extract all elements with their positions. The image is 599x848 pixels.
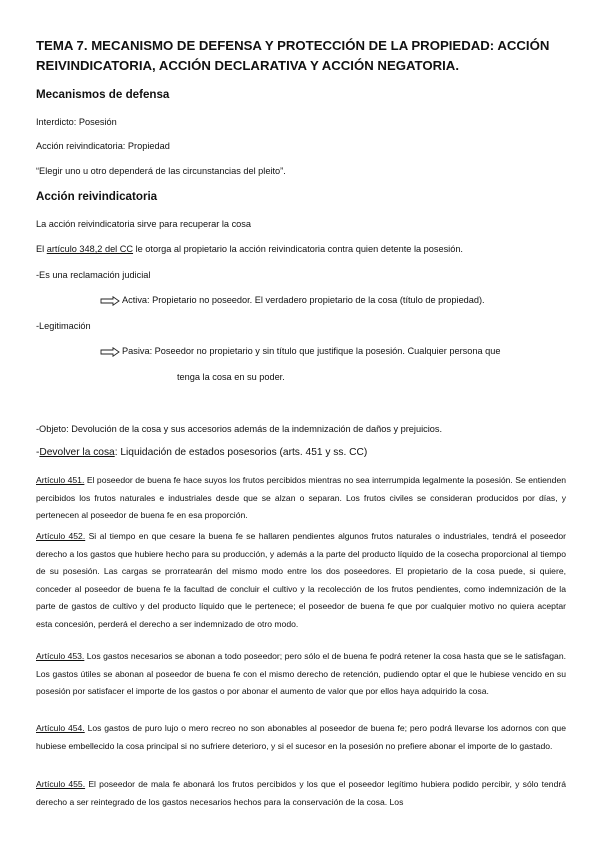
text-devolver-prefix: - xyxy=(36,447,40,458)
heading-mecanismos: Mecanismos de defensa xyxy=(36,88,170,101)
text-legitimacion: -Legitimación xyxy=(36,321,91,331)
text-interdicto: Interdicto: Posesión xyxy=(36,117,117,127)
link-articulo-453[interactable]: Artículo 453. xyxy=(36,651,85,661)
row-pasiva xyxy=(100,346,500,357)
text-rest: le otorga al propietario la acción reivindicatoria contra quien detente la posesión. xyxy=(133,244,463,254)
heading-accion-reivindicatoria: Acción reivindicatoria xyxy=(36,190,158,203)
right-arrow-icon xyxy=(100,347,120,357)
text-accion-reivindicatoria-propiedad: Acción reivindicatoria: Propiedad xyxy=(36,141,170,151)
text-devolver xyxy=(36,447,367,458)
link-articulo-348[interactable]: artículo 348,2 del CC xyxy=(46,244,134,254)
paragraph-text: El poseedor de mala fe abonará los frutos percibidos y los que el poseedor legítimo hubiera podido percibir, y sólo tendrá derecho a ser reintegrado de los gastos necesarios hechos para la conservación de la cosa. Los xyxy=(36,779,567,807)
text-articulo-348 xyxy=(36,244,463,254)
text-prefix: El xyxy=(36,244,47,254)
link-articulo-452[interactable]: Artículo 452. xyxy=(36,531,86,541)
paragraph-text: Si al tiempo en que cesare la buena fe se hallaren pendientes algunos frutos naturales o industriales, tendrá el poseedor derecho a los gastos que hubiere hecho para su producción, y además a la parte del producto líquido de la cosecha proporcional al tiempo de su posesión. Las cargas se prorratearán del mismo modo entre los dos poseedores. El propietario de la cosa puede, si quiere, conceder al poseedor de buena fe la facultad de concluir el cultivo y la recolección de los frutos pendientes, como indemnización de la parte de gastos de cultivo y del producto líquido que le pertenece; el poseedor de buena fe que por cualquier motivo no quiera aceptar esta concesión, perderá el derecho a ser indemnizado de otro modo. xyxy=(36,531,567,629)
text-sirve: La acción reivindicatoria sirve para recuperar la cosa xyxy=(36,219,251,229)
link-devolver-la-cosa[interactable]: Devolver la cosa xyxy=(39,447,115,458)
paragraph-text: El poseedor de buena fe hace suyos los frutos percibidos mientras no sea interrumpida legalmente la posesión. Se entienden percibidos los frutos naturales e industriales desde que se alzan o separan. Los frutos civiles se consideran producidos por días, y pertenecen al poseedor de buena fe en esa proporción. xyxy=(36,475,567,521)
paragraph-articulo-455 xyxy=(36,776,566,811)
paragraph-articulo-451 xyxy=(36,472,566,525)
text-elegir: “Elegir uno u otro dependerá de las circunstancias del pleito”. xyxy=(36,166,286,176)
text-devolver-rest: : Liquidación de estados posesorios (arts. 451 y ss. CC) xyxy=(114,447,368,458)
paragraph-articulo-452 xyxy=(36,528,566,634)
link-articulo-455[interactable]: Artículo 455. xyxy=(36,779,86,789)
paragraph-text: Los gastos necesarios se abonan a todo poseedor; pero sólo el de buena fe podrá retener la cosa hasta que se le satisfagan. Los gastos útiles se abonan al poseedor de buena fe con el mismo derecho de retención, pudiendo optar el que le hubiese vencido en su posesión por satisfacer el importe de los gastos o por abonar el aumento de valor que por ellos haya adquirido la cosa. xyxy=(36,651,567,697)
paragraph-text: Los gastos de puro lujo o mero recreo no son abonables al poseedor de buena fe; pero podrá llevarse los adornos con que hubiese embellecido la cosa principal si no sufriere deterioro, y si el sucesor en la posesión no prefiere abonar el importe de lo gastado. xyxy=(36,723,566,751)
text-objeto: -Objeto: Devolución de la cosa y sus accesorios además de la indemnización de daños y prejuicios. xyxy=(36,424,442,434)
paragraph-articulo-453 xyxy=(36,648,566,701)
text-activa: Activa: Propietario no poseedor. El verdadero propietario de la cosa (título de propiedad). xyxy=(122,295,485,305)
text-reclamacion: -Es una reclamación judicial xyxy=(36,270,151,280)
link-articulo-454[interactable]: Artículo 454. xyxy=(36,723,85,733)
paragraph-articulo-454 xyxy=(36,720,566,755)
row-activa xyxy=(100,295,485,306)
document-title: TEMA 7. MECANISMO DE DEFENSA Y PROTECCIÓN DE LA PROPIEDAD: ACCIÓN REIVINDICATORIA, ACCIÓN DECLARATIVA Y ACCIÓN NEGATORIA. xyxy=(36,38,550,73)
text-pasiva: Pasiva: Poseedor no propietario y sin título que justifique la posesión. Cualquier persona que xyxy=(122,346,501,356)
link-articulo-451[interactable]: Artículo 451. xyxy=(36,475,85,485)
text-pasiva-cont: tenga la cosa en su poder. xyxy=(177,372,285,382)
right-arrow-icon xyxy=(100,296,120,306)
